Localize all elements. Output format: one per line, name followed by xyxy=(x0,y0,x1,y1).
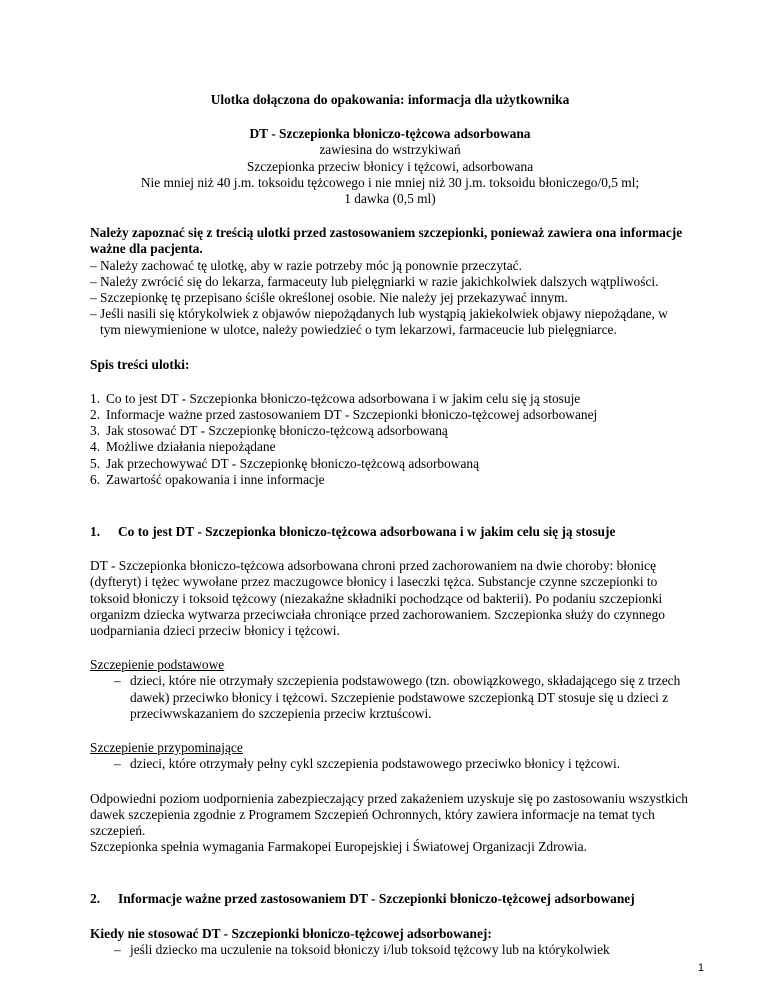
list-item: – jeśli dziecko ma uczulenie na toksoid błoniczy i/lub toksoid tężcowy lub na którykolwiek xyxy=(114,941,610,957)
toc-item: 2. Informacje ważne przed zastosowaniem DT - Szczepionki błoniczo-tężcowej adsorbowanej xyxy=(90,407,598,423)
dash-bullet: – xyxy=(90,257,97,273)
list-item: – dzieci, które otrzymały pełny cykl szczepienia podstawowego przeciwko błonicy i tężcowi. xyxy=(114,756,621,772)
primary-vaccination-list xyxy=(90,673,690,722)
dash-bullet: – xyxy=(114,756,121,772)
list-item: – dzieci, które nie otrzymały szczepienia podstawowego (tzn. obowiązkowego, składającego się z trzech dawek) przeciwko błonicy i tężcowi. Szczepienie podstawowe szczepionką DT stosuje się u dzieci z przeciwwskazaniem do szczepienia przeciw krztuścowi. xyxy=(114,673,681,721)
dash-bullet: – xyxy=(114,941,121,957)
compliance-paragraph: Szczepionka spełnia wymagania Farmakopei Europejskiej i Światowej Organizacji Zdrowia. xyxy=(90,839,587,855)
warning-list xyxy=(90,258,690,339)
toc-item: 4. Możliwe działania niepożądane xyxy=(90,439,276,455)
product-strength: Nie mniej niż 40 j.m. toksoidu tężcowego i nie mniej niż 30 j.m. toksoidu błoniczego/0,5 ml; xyxy=(140,174,640,190)
product-description: Szczepionka przeciw błonicy i tężcowi, adsorbowana xyxy=(246,158,534,174)
dash-bullet: – xyxy=(90,273,97,289)
primary-vaccination-heading: Szczepienie podstawowe xyxy=(90,657,225,673)
contraindications-heading: Kiedy nie stosować DT - Szczepionki błoniczo-tężcowej adsorbowanej: xyxy=(90,925,492,941)
dash-bullet: – xyxy=(90,306,97,322)
booster-vaccination-heading: Szczepienie przypominające xyxy=(90,740,243,756)
toc-title: Spis treści ulotki: xyxy=(90,356,190,372)
dash-bullet: – xyxy=(114,673,121,689)
document-page xyxy=(90,92,690,958)
toc-item: 6. Zawartość opakowania i inne informacje xyxy=(90,471,325,487)
page-number: 1 xyxy=(697,962,704,974)
contraindications-list xyxy=(90,942,690,958)
product-header xyxy=(90,126,690,207)
toc-item: 1. Co to jest DT - Szczepionka błoniczo-tężcowa adsorbowana i w jakim celu się ją stosuje xyxy=(90,390,581,406)
list-item: – Jeśli nasili się którykolwiek z objawów niepożądanych lub wystąpią jakiekolwiek objawy niepożądane, w tym niewymienione w ulotce, należy powiedzieć o tym lekarzowi, farmaceucie lub pielęgniarce. xyxy=(90,306,668,338)
dash-bullet: – xyxy=(90,290,97,306)
product-dose: 1 dawka (0,5 ml) xyxy=(344,191,436,207)
list-item: – Należy zwrócić się do lekarza, farmaceuty lub pielęgniarki w razie jakichkolwiek dalszych wątpliwości. xyxy=(90,273,659,289)
list-item: – Szczepionkę tę przepisano ściśle określonej osobie. Nie należy jej przekazywać innym. xyxy=(90,290,568,306)
toc-list xyxy=(90,391,690,488)
product-name: DT - Szczepionka błoniczo-tężcowa adsorbowana xyxy=(249,126,531,142)
leaflet-title: Ulotka dołączona do opakowania: informacja dla użytkownika xyxy=(210,92,570,107)
section-2-heading: 2. Informacje ważne przed zastosowaniem DT - Szczepionki błoniczo-tężcowej adsorbowanej xyxy=(90,891,635,907)
section-1-heading: 1. Co to jest DT - Szczepionka błoniczo-tężcowa adsorbowana i w jakim celu się ją stosuje xyxy=(90,524,616,540)
warning-block xyxy=(90,225,690,338)
product-form: zawiesina do wstrzykiwań xyxy=(319,142,461,158)
list-item: – Należy zachować tę ulotkę, aby w razie potrzeby móc ją ponownie przeczytać. xyxy=(90,257,522,273)
warning-intro: Należy zapoznać się z treścią ulotki przed zastosowaniem szczepionki, ponieważ zawiera ona informacje ważne dla pacjenta. xyxy=(90,225,683,257)
toc-item: 5. Jak przechowywać DT - Szczepionkę błoniczo-tężcową adsorbowaną xyxy=(90,455,480,471)
immunity-paragraph: Odpowiedni poziom uodpornienia zabezpieczający przed zakażeniem uzyskuje się po zastosowaniu wszystkich dawek szczepienia zgodnie z Programem Szczepień Ochronnych, który zawiera informacje na temat tych szczepień. xyxy=(90,790,688,838)
toc-item: 3. Jak stosować DT - Szczepionkę błoniczo-tężcową adsorbowaną xyxy=(90,423,448,439)
booster-vaccination-list xyxy=(90,756,690,772)
section-1-paragraph: DT - Szczepionka błoniczo-tężcowa adsorbowana chroni przed zachorowaniem na dwie choroby: błonicę (dyfteryt) i tężec wywołane przez maczugowce błonicy i laseczki tężca. Substancje czynne szczepionki to toksoid błoniczy i toksoid tężcowy (niezakaźne składniki pochodzące od bakterii). Po podaniu szczepionki organizm dziecka wytwarza przeciwciała chroniące przed zachorowaniem. Szczepionka służy do czynnego uodparniania dzieci przeciw błonicy i tężcowi. xyxy=(90,558,665,639)
